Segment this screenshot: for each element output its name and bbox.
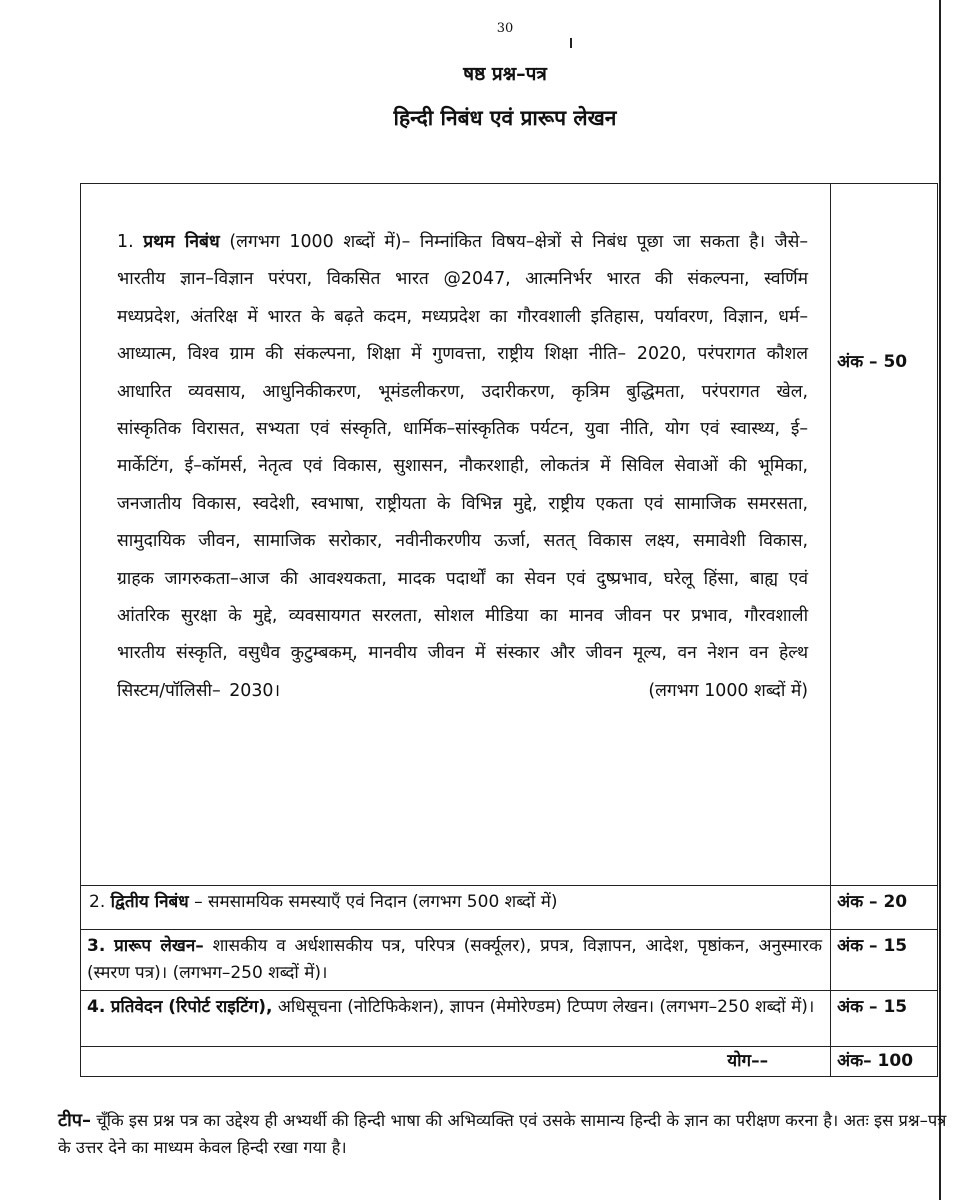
syllabus-table bbox=[80, 183, 938, 1077]
margin-line-right bbox=[939, 0, 941, 1200]
total-label-cell bbox=[81, 1047, 831, 1077]
drafting-text: शासकीय व अर्धशासकीय पत्र, परिपत्र (सर्क्यूलर), प्रपत्र, विज्ञापन, आदेश, पृष्ठांकन, अनुस्मारक (स्मरण पत्र)। (लगभग–250 शब्दों में)। bbox=[87, 936, 823, 983]
essay2-number: 2. bbox=[89, 892, 106, 912]
table-row bbox=[81, 930, 938, 991]
essay2-cell bbox=[81, 886, 831, 930]
margin-line-top-stub bbox=[570, 38, 572, 48]
essay2-description bbox=[81, 886, 830, 919]
total-marks: अंक– 100 bbox=[837, 1051, 914, 1071]
essay2-title: द्वितीय निबंध bbox=[110, 892, 189, 912]
total-marks-cell bbox=[831, 1047, 938, 1077]
report-marks-cell bbox=[831, 991, 938, 1047]
drafting-cell bbox=[81, 930, 831, 991]
subject-heading: हिन्दी निबंध एवं प्रारूप लेखन bbox=[393, 106, 617, 130]
essay1-marks-cell bbox=[831, 184, 938, 886]
essay2-marks-cell bbox=[831, 886, 938, 930]
essay1-description bbox=[117, 224, 808, 710]
paper-heading: षष्ठ प्रश्न–पत्र bbox=[463, 63, 547, 85]
report-description bbox=[81, 991, 830, 1024]
essay1-number: 1. bbox=[117, 232, 134, 252]
drafting-marks-cell bbox=[831, 930, 938, 991]
table-row bbox=[81, 184, 938, 886]
table-row bbox=[81, 1047, 938, 1077]
essay1-text: (लगभग 1000 शब्दों में)– निम्नांकित विषय–क्षेत्रों से निबंध पूछा जा सकता है। जैसे– भारतीय ज्ञान–विज्ञान परंपरा, विकसित भारत @2047, आत्मनिर्भर भारत की संकल्पना, स्वर्णिम मध्यप्रदेश, अंतरिक्ष में भारत के बढ़ते कदम, मध्यप्रदेश का गौरवशाली इतिहास, पर्यावरण, विज्ञान, धर्म–आध्यात्म, विश्व ग्राम की संकल्पना, शिक्षा में गुणवत्ता, राष्ट्रीय शिक्षा नीति– 2020, परंपरागत कौशल आधारित व्यवसाय, आधुनिकीकरण, भूमंडलीकरण, उदारीकरण, कृत्रिम बुद्धिमता, परंपरागत खेल, सांस्कृतिक विरासत, सभ्यता एवं संस्कृति, धार्मिक–सांस्कृतिक पर्यटन, युवा नीति, योग एवं स्वास्थ्य, ई–मार्केटिंग, ई–कॉमर्स, नेतृत्व एवं विकास, सुशासन, नौकरशाही, लोकतंत्र में सिविल सेवाओं की भूमिका, जनजातीय विकास, स्वदेशी, स्वभाषा, राष्ट्रीयता के विभिन्न मुद्दे, राष्ट्रीय एकता एवं सामाजिक समरसता, सामुदायिक जीवन, सामाजिक सरोकार, नवीनीकरणीय ऊर्जा, सतत् विकास लक्ष्य, समावेशी विकास, ग्राहक जागरुकता–आज की आवश्यकता, मादक पदार्थों का सेवन एवं दुष्प्रभाव, घरेलू हिंसा, बाह्य एवं आंतरिक सुरक्षा के मुद्दे, व्यवसायगत सरलता, सोशल मीडिया का मानव जीवन पर प्रभाव, गौरवशाली भारतीय संस्कृति, वसुधैव कुटुम्बकम्, मानवीय जीवन में संस्कार और जीवन मूल्य, वन नेशन वन हेल्थ सिस्टम/पॉलिसी– 2030। bbox=[117, 232, 809, 701]
report-text: अधिसूचना (नोटिफिकेशन), ज्ञापन (मेमोरेण्डम) टिप्पण लेखन। (लगभग–250 शब्दों में)। bbox=[277, 997, 815, 1017]
report-number: 4. bbox=[87, 997, 106, 1017]
essay2-text: – समसामयिक समस्याएँ एवं निदान (लगभग 500 शब्दों में) bbox=[194, 892, 558, 912]
note bbox=[58, 1107, 950, 1161]
table-row bbox=[81, 886, 938, 930]
table-row bbox=[81, 991, 938, 1047]
report-marks: अंक – 15 bbox=[837, 997, 908, 1017]
total-label: योग–– bbox=[727, 1051, 769, 1071]
drafting-title: प्रारूप लेखन– bbox=[114, 936, 204, 956]
drafting-number: 3. bbox=[87, 936, 106, 956]
note-label: टीप– bbox=[58, 1110, 91, 1131]
report-cell bbox=[81, 991, 831, 1047]
page-number: 30 bbox=[496, 21, 514, 36]
essay1-word-limit: (लगभग 1000 शब्दों में) bbox=[648, 681, 809, 702]
report-title: प्रतिवेदन (रिपोर्ट राइटिंग), bbox=[110, 997, 273, 1017]
drafting-marks: अंक – 15 bbox=[837, 936, 908, 956]
essay2-marks: अंक – 20 bbox=[837, 892, 908, 912]
essay1-cell bbox=[81, 184, 831, 886]
essay1-title: प्रथम निबंध bbox=[143, 232, 220, 252]
note-text: चूँकि इस प्रश्न पत्र का उद्देश्य ही अभ्यर्थी की हिन्दी भाषा की अभिव्यक्ति एवं उसके सामान्य हिन्दी के ज्ञान का परीक्षण करना है। अतः इस प्रश्न–पत्र के उत्तर देने का माध्यम केवल हिन्दी रखा गया है। bbox=[58, 1111, 947, 1157]
essay1-marks: अंक – 50 bbox=[837, 352, 908, 372]
drafting-description bbox=[81, 930, 830, 990]
